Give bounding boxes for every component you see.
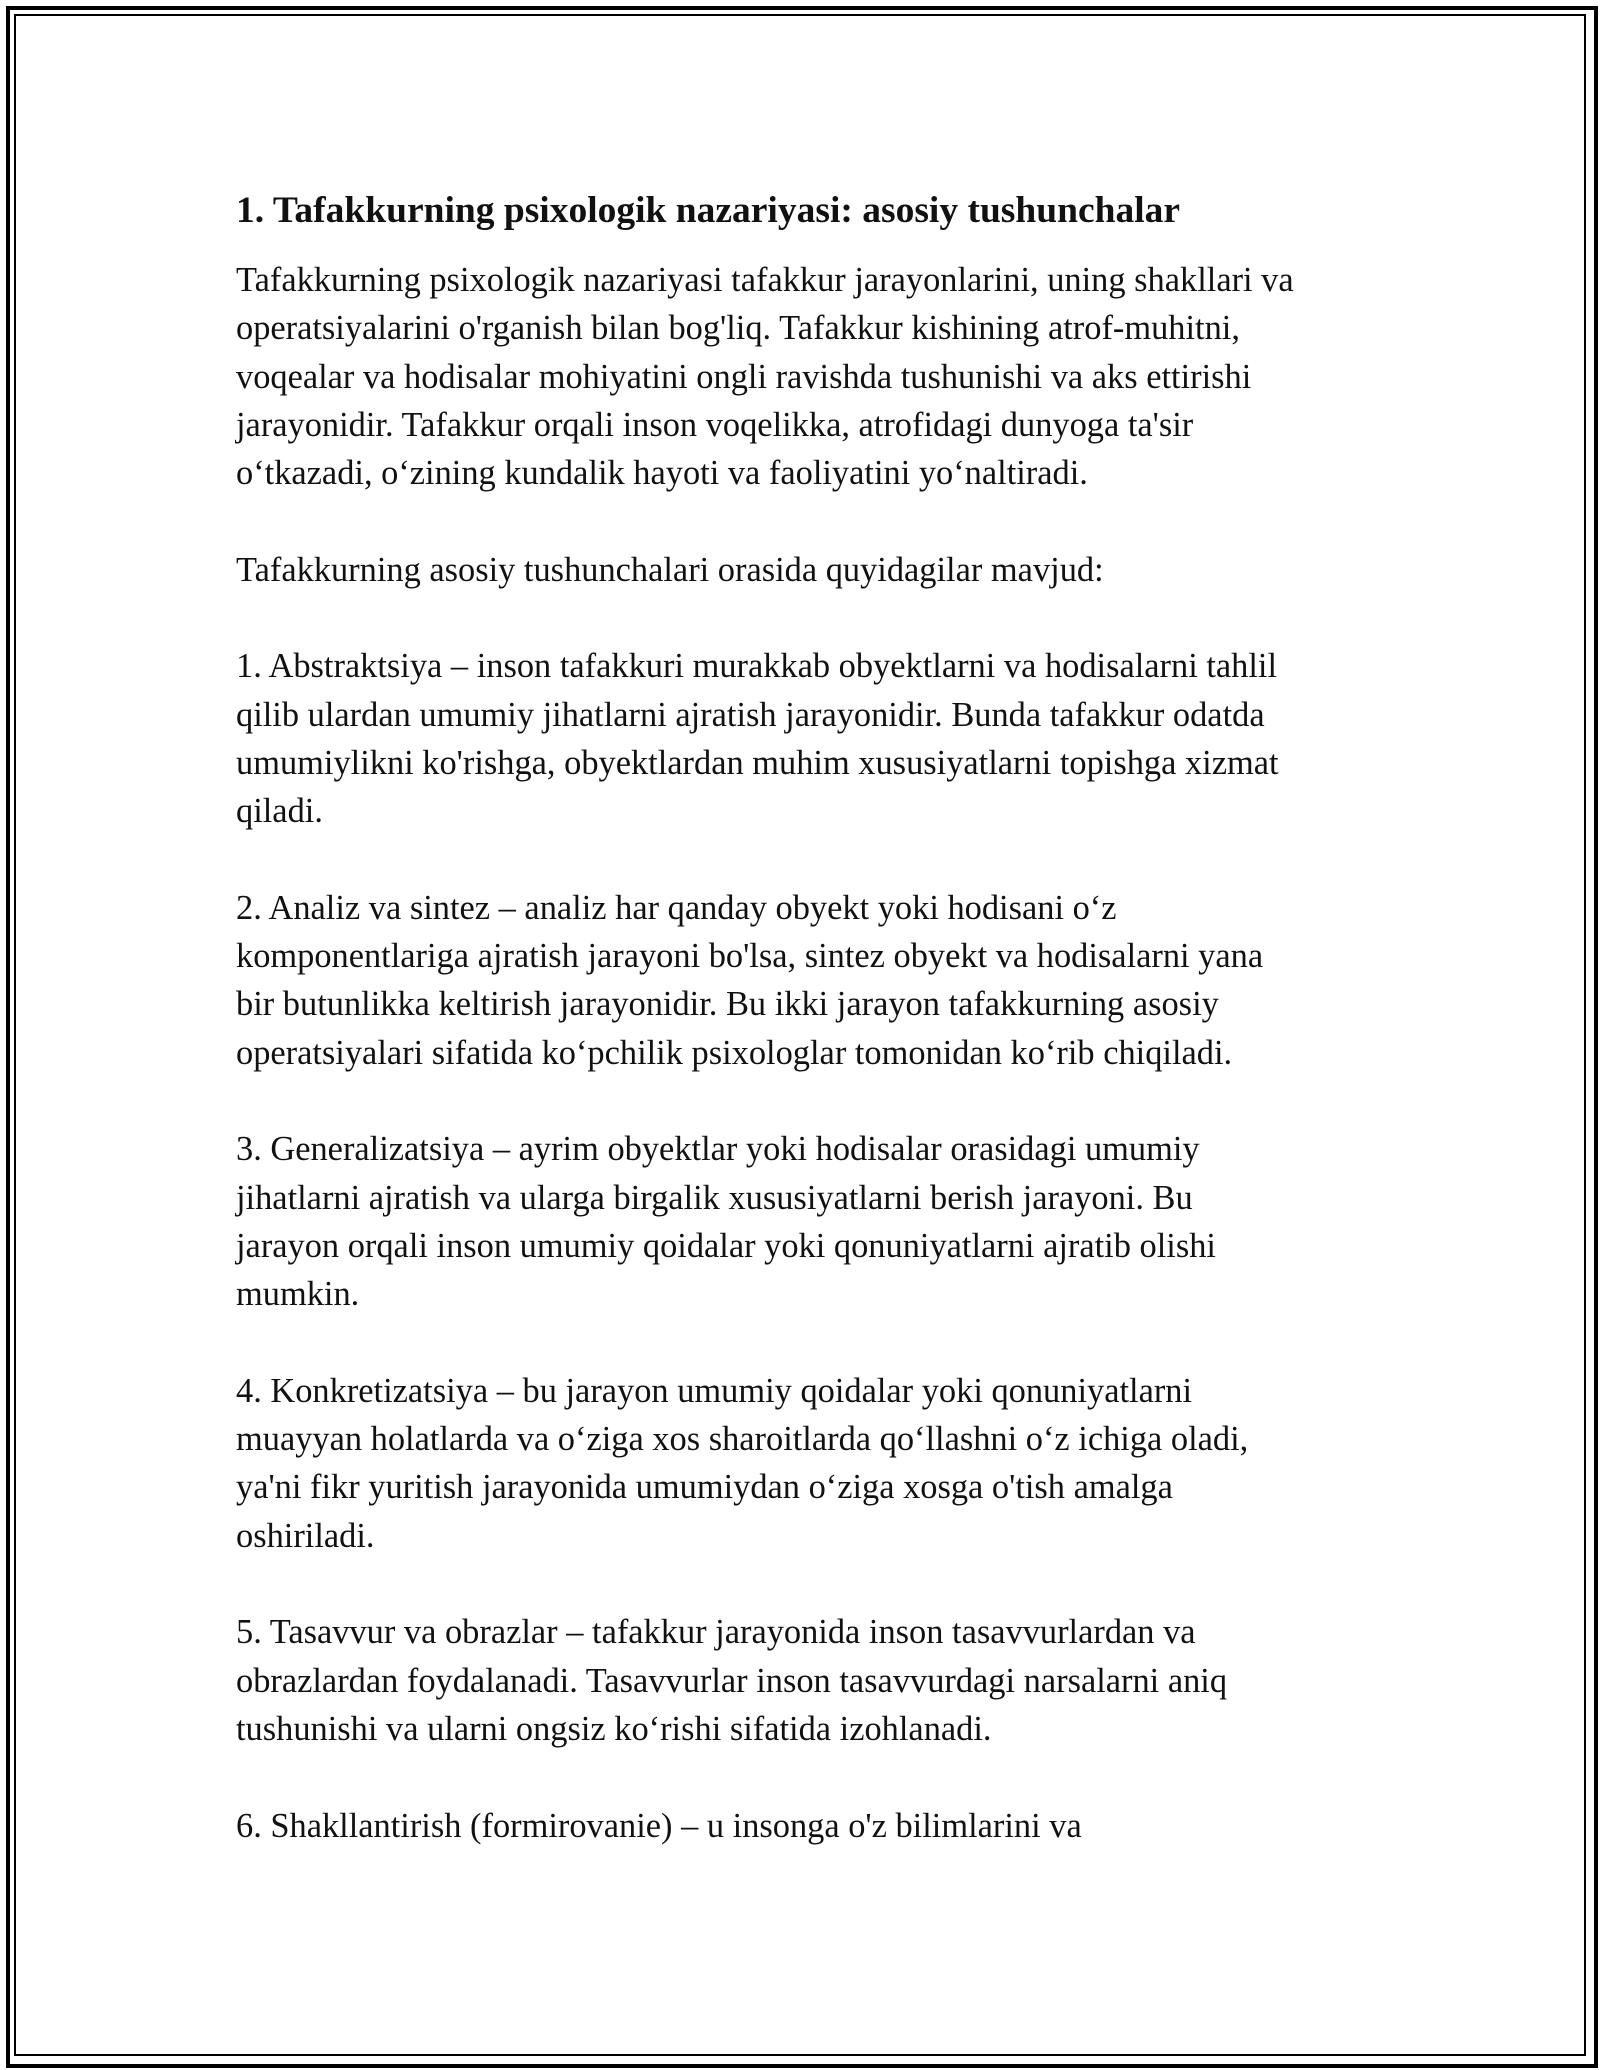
paragraph-konkretizatsiya bbox=[236, 1367, 1386, 1560]
text-line: 2. Analiz va sintez – analiz har qanday obyekt yoki hodisani o‘z bbox=[236, 888, 1117, 927]
text-line: qilib ulardan umumiy jihatlarni ajratish jarayonidir. Bunda tafakkur odatda bbox=[236, 695, 1265, 734]
text-line: 5. Tasavvur va obrazlar – tafakkur jarayonida inson tasavvurlardan va bbox=[236, 1613, 1196, 1652]
text-line: ya'ni fikr yuritish jarayonida umumiydan o‘ziga xosga o'tish amalga bbox=[236, 1468, 1173, 1507]
text-line: Tafakkurning psixologik nazariyasi tafakkur jarayonlarini, uning shakllari va bbox=[236, 261, 1294, 299]
paragraph-shakllantirish bbox=[236, 1802, 1386, 1850]
text-line: muayyan holatlarda va o‘ziga xos sharoitlarda qo‘llashni o‘z ichiga oladi, bbox=[236, 1420, 1249, 1459]
document-body bbox=[236, 186, 1386, 1898]
text-line: o‘tkazadi, o‘zining kundalik hayoti va faoliyatini yo‘naltiradi. bbox=[236, 454, 1088, 493]
text-line: jarayonidir. Tafakkur orqali inson voqelikka, atrofidagi dunyoga ta'sir bbox=[236, 405, 1194, 444]
text-line: mumkin. bbox=[236, 1275, 360, 1314]
paragraph-generalizatsiya bbox=[236, 1125, 1386, 1318]
text-line: 1. Abstraktsiya – inson tafakkuri murakkab obyektlarni va hodisalarni tahlil bbox=[236, 647, 1278, 686]
text-line: obrazlardan foydalanadi. Tasavvurlar inson tasavvurdagi narsalarni aniq bbox=[236, 1661, 1228, 1700]
paragraph-list-intro bbox=[236, 546, 1386, 594]
text-line: 3. Generalizatsiya – ayrim obyektlar yoki hodisalar orasidagi umumiy bbox=[236, 1130, 1200, 1169]
paragraph-analiz-sintez bbox=[236, 884, 1386, 1077]
text-line: 4. Konkretizatsiya – bu jarayon umumiy qoidalar yoki qonuniyatlarni bbox=[236, 1371, 1193, 1410]
paragraph-intro bbox=[236, 256, 1386, 497]
text-line: umumiylikni ko'rishga, obyektlardan muhim xususiyatlarni topishga xizmat bbox=[236, 743, 1279, 782]
text-line: 6. Shakllantirish (formirovanie) – u insonga o'z bilimlarini va bbox=[236, 1806, 1082, 1845]
text-line: komponentlariga ajratish jarayoni bo'lsa, sintez obyekt va hodisalarni yana bbox=[236, 937, 1264, 976]
text-line: voqealar va hodisalar mohiyatini ongli ravishda tushunishi va aks ettirishi bbox=[236, 357, 1252, 396]
text-line: jarayon orqali inson umumiy qoidalar yoki qonuniyatlarni ajratib olishi bbox=[236, 1226, 1216, 1265]
text-line: jihatlarni ajratish va ularga birgalik xususiyatlarni berish jarayoni. Bu bbox=[236, 1178, 1193, 1217]
text-line: operatsiyalarini o'rganish bilan bog'liq. Tafakkur kishining atrof-muhitni, bbox=[236, 309, 1240, 348]
text-line: oshiriladi. bbox=[236, 1516, 375, 1555]
text-line: Tafakkurning asosiy tushunchalari orasida quyidagilar mavjud: bbox=[236, 550, 1104, 589]
text-line: operatsiyalari sifatida ko‘pchilik psixologlar tomonidan ko‘rib chiqiladi. bbox=[236, 1033, 1233, 1072]
text-line: bir butunlikka keltirish jarayonidir. Bu ikki jarayon tafakkurning asosiy bbox=[236, 985, 1219, 1024]
paragraph-abstraktsiya bbox=[236, 642, 1386, 835]
paragraph-tasavvur bbox=[236, 1608, 1386, 1753]
text-line: tushunishi va ularni ongsiz ko‘rishi sifatida izohlanadi. bbox=[236, 1709, 992, 1748]
text-line: qiladi. bbox=[236, 792, 323, 831]
section-heading: 1. Tafakkurning psixologik nazariyasi: asosiy tushunchalar bbox=[236, 190, 1181, 231]
